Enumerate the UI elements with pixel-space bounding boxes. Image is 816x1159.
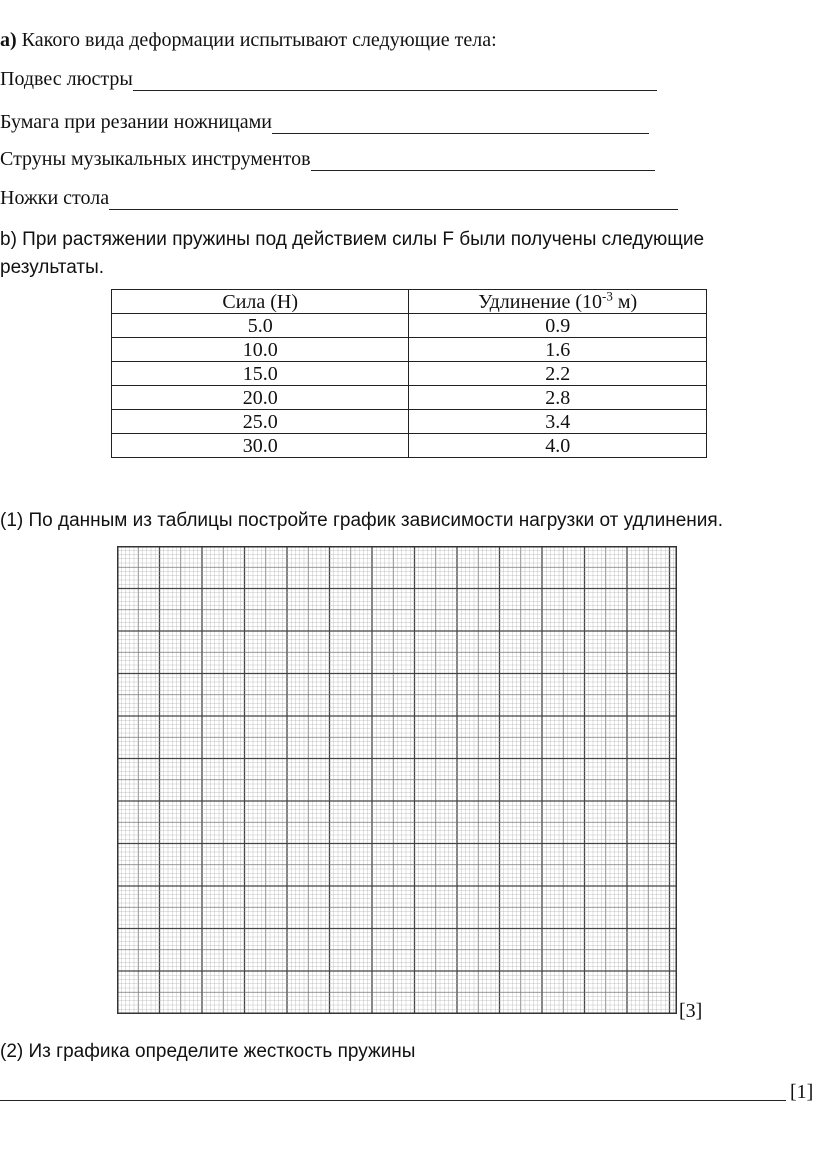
task1-text: (1) По данным из таблицы постройте график зависимости нагрузки от удлинения.	[0, 510, 723, 531]
answer-row-chandelier	[0, 67, 657, 91]
table-row	[112, 338, 707, 362]
header-extension-exponent: -3	[602, 287, 613, 303]
cell-force: 15.0	[112, 362, 409, 386]
cell-extension: 3.4	[409, 410, 707, 434]
part-b-intro-line2: результаты.	[0, 257, 105, 278]
item-label: Подвес люстры	[0, 68, 133, 90]
answer-row-table-legs	[0, 186, 678, 210]
cell-extension: 1.6	[409, 338, 707, 362]
header-extension-main: Удлинение (10	[478, 290, 602, 313]
header-extension-unit: м)	[612, 290, 638, 313]
task2-marks: [1]	[790, 1081, 814, 1103]
answer-line[interactable]	[272, 117, 649, 134]
cell-extension: 2.2	[409, 362, 707, 386]
table-row	[112, 386, 707, 410]
item-label: Бумага при резании ножницами	[0, 111, 272, 133]
answer-line[interactable]	[109, 193, 678, 210]
cell-force: 25.0	[112, 410, 409, 434]
answer-line[interactable]	[311, 154, 655, 171]
table-row	[112, 314, 707, 338]
table-header-row	[112, 290, 707, 314]
task1-marks: [3]	[679, 1000, 703, 1022]
part-a-label: a)	[0, 29, 17, 51]
table-row	[112, 410, 707, 434]
cell-force: 5.0	[112, 314, 409, 338]
cell-force: 30.0	[112, 434, 409, 458]
part-a-question-text: Какого вида деформации испытывают следующие тела:	[16, 29, 497, 51]
part-a-question	[0, 28, 497, 52]
graph-paper[interactable]	[117, 546, 677, 1014]
table-row	[112, 434, 707, 458]
cell-force: 20.0	[112, 386, 409, 410]
table-row	[112, 362, 707, 386]
answer-row-paper	[0, 110, 649, 134]
task2-text: (2) Из графика определите жесткость пружины	[0, 1041, 416, 1062]
header-force: Сила (Н)	[112, 290, 409, 314]
item-label: Струны музыкальных инструментов	[0, 148, 311, 170]
item-label: Ножки стола	[0, 187, 110, 209]
answer-row-strings	[0, 147, 655, 171]
cell-extension: 0.9	[409, 314, 707, 338]
cell-extension: 4.0	[409, 434, 707, 458]
task2-answer-line[interactable]	[0, 1100, 786, 1101]
cell-force: 10.0	[112, 338, 409, 362]
answer-line[interactable]	[133, 74, 657, 91]
force-extension-table	[111, 289, 707, 458]
part-b-intro-line1: b) При растяжении пружины под действием силы F были получены следующие	[0, 229, 705, 250]
cell-extension: 2.8	[409, 386, 707, 410]
graph-paper-grid[interactable]	[117, 546, 677, 1014]
header-extension	[409, 287, 707, 314]
